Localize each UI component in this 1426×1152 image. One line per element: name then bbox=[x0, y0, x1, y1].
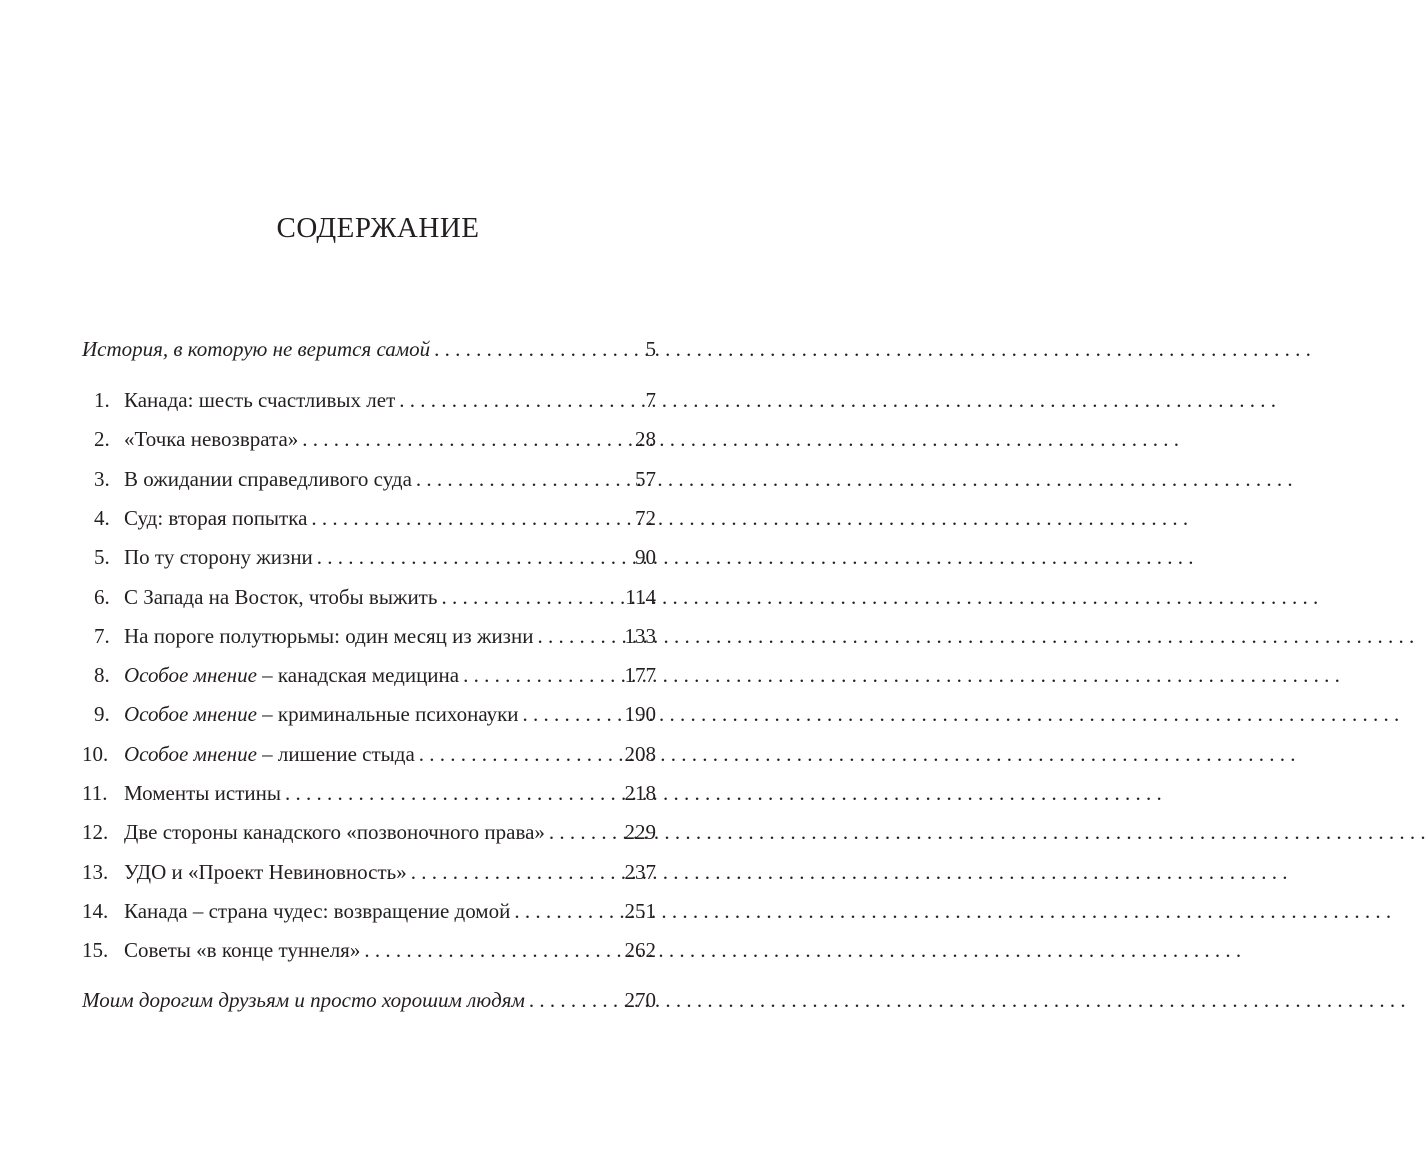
toc-entry-title bbox=[124, 896, 510, 926]
dot-leader bbox=[441, 582, 618, 612]
toc-entry-page: 7 bbox=[645, 388, 656, 412]
toc-entry-title-text: – канадская медицина bbox=[256, 663, 460, 688]
toc-entry-page: 218 bbox=[624, 781, 656, 805]
toc-entry-chapter bbox=[82, 464, 656, 494]
dot-leader bbox=[537, 621, 618, 651]
toc-entry-title bbox=[124, 857, 407, 887]
toc-entry-number: 5. bbox=[94, 545, 110, 570]
toc-entry-title: Моим дорогим друзьям и просто хорошим людям bbox=[82, 988, 525, 1012]
dot-leader bbox=[311, 503, 618, 533]
toc-entry-number: 4. bbox=[94, 505, 110, 530]
toc-entry-chapter bbox=[82, 503, 656, 533]
toc-entry-title bbox=[124, 503, 307, 533]
toc-entry-number: 3. bbox=[94, 466, 110, 491]
dot-leader bbox=[514, 896, 618, 926]
toc-entry-title bbox=[124, 542, 313, 572]
dot-leader bbox=[434, 334, 618, 364]
toc-entry-page: 208 bbox=[624, 741, 656, 766]
toc-entry-page: 237 bbox=[624, 859, 656, 884]
toc-entry-title-text: Советы «в конце туннеля» bbox=[124, 938, 361, 963]
toc-entry-title-text: Две стороны канадского «позвоночного права» bbox=[124, 820, 545, 845]
dot-leader bbox=[411, 857, 618, 887]
dot-leader bbox=[285, 778, 618, 808]
toc-entry-chapter bbox=[82, 542, 656, 572]
toc-entry-title-text: УДО и «Проект Невиновность» bbox=[124, 859, 407, 884]
toc-entry-title-text: Моменты истины bbox=[124, 781, 281, 805]
toc-entry-page: 114 bbox=[625, 584, 656, 609]
toc-entry-number: 6. bbox=[94, 584, 110, 609]
toc-entry-chapter bbox=[82, 424, 656, 454]
toc-entry-title: История, в которую не верится самой bbox=[82, 337, 431, 361]
dot-leader bbox=[364, 935, 618, 965]
toc-entry-page: 5 bbox=[645, 337, 656, 361]
toc-entry-number: 15. bbox=[82, 938, 109, 963]
toc-entry-page: 177 bbox=[624, 663, 656, 688]
toc-entry-number: 13. bbox=[82, 859, 109, 884]
toc-entry-chapter bbox=[82, 778, 656, 808]
toc-entry-page: 190 bbox=[624, 702, 656, 727]
toc-entry-title bbox=[124, 385, 395, 415]
toc-entry-title-text: – криминальные психонауки bbox=[256, 702, 519, 727]
toc-entry-title-text: В ожидании справедливого суда bbox=[124, 466, 412, 491]
toc-entry-page: 133 bbox=[624, 623, 656, 648]
toc-entry-page: 251 bbox=[624, 898, 656, 923]
toc-entry-number: 12. bbox=[82, 820, 109, 845]
toc-entry-title-text: «Точка невозврата» bbox=[124, 427, 299, 452]
toc-entry-title bbox=[124, 621, 533, 651]
toc-entry-number: 2. bbox=[94, 427, 110, 452]
toc-entry-number: 9. bbox=[94, 702, 110, 727]
toc-entry-chapter bbox=[82, 621, 656, 651]
toc-entry-number: 10. bbox=[82, 741, 109, 766]
toc-entry-chapter bbox=[82, 385, 656, 415]
toc-entry-title bbox=[124, 739, 415, 769]
dot-leader bbox=[399, 385, 618, 415]
toc-entry-chapter bbox=[82, 817, 656, 847]
toc-entry-title-text: С Запада на Восток, чтобы выжить bbox=[124, 584, 438, 609]
dot-leader bbox=[416, 464, 618, 494]
toc-entry-title bbox=[124, 699, 519, 729]
toc-entry-chapter bbox=[82, 582, 656, 612]
toc-entry-title bbox=[124, 817, 545, 847]
toc-entry-number: 8. bbox=[94, 663, 110, 688]
toc-entry-title-italic: Особое мнение bbox=[124, 663, 257, 688]
toc-entry-number: 14. bbox=[82, 898, 109, 923]
toc-entry-chapter bbox=[82, 857, 656, 887]
dot-leader bbox=[419, 739, 618, 769]
dot-leader bbox=[523, 699, 618, 729]
toc-entry-page: 229 bbox=[624, 820, 656, 845]
toc-entry-title bbox=[124, 660, 459, 690]
toc-entry-page: 270 bbox=[624, 988, 656, 1012]
toc-entry-title-italic: Особое мнение bbox=[124, 741, 257, 766]
toc-entry-title-text: Суд: вторая попытка bbox=[124, 505, 308, 530]
toc-entry-preface bbox=[82, 334, 656, 364]
toc-entry-number: 7. bbox=[94, 623, 110, 648]
toc-entry-page: 28 bbox=[635, 427, 656, 452]
toc-entry-number: 11. bbox=[82, 781, 108, 805]
toc-entry-title bbox=[124, 582, 437, 612]
toc-entry-title-text: Канада – страна чудес: возвращение домой bbox=[124, 898, 511, 923]
toc-entry-chapter bbox=[82, 699, 656, 729]
toc-entry-number: 1. bbox=[94, 388, 110, 412]
toc-entry-chapter bbox=[82, 739, 656, 769]
toc-entry-chapter bbox=[82, 896, 656, 926]
dot-leader bbox=[317, 542, 618, 572]
toc-entry-title bbox=[124, 935, 360, 965]
toc-entry-page: 57 bbox=[635, 466, 656, 491]
toc-entry-title-text: – лишение стыда bbox=[256, 741, 415, 766]
toc-entry-title bbox=[124, 424, 298, 454]
dot-leader bbox=[529, 985, 618, 1015]
toc-entry-title bbox=[124, 778, 281, 808]
toc-entry-title-text: По ту сторону жизни bbox=[124, 545, 313, 570]
toc-entry-title bbox=[124, 464, 412, 494]
toc-entry-page: 90 bbox=[635, 545, 656, 570]
toc-entry-chapter bbox=[82, 660, 656, 690]
toc-entry-page: 262 bbox=[624, 938, 656, 963]
page-title: СОДЕРЖАНИЕ bbox=[276, 212, 480, 244]
toc-entry-title-text: Канада: шесть счастливых лет bbox=[124, 388, 396, 412]
dot-leader bbox=[549, 817, 618, 847]
toc-entry-title-italic: Особое мнение bbox=[124, 702, 257, 727]
dot-leader bbox=[302, 424, 618, 454]
toc-entry-title-text: На пороге полутюрьмы: один месяц из жизни bbox=[124, 623, 534, 648]
toc-entry-page: 72 bbox=[635, 505, 656, 530]
dot-leader bbox=[463, 660, 618, 690]
toc-entry-chapter bbox=[82, 935, 656, 965]
toc-entry-afterword bbox=[82, 985, 656, 1015]
